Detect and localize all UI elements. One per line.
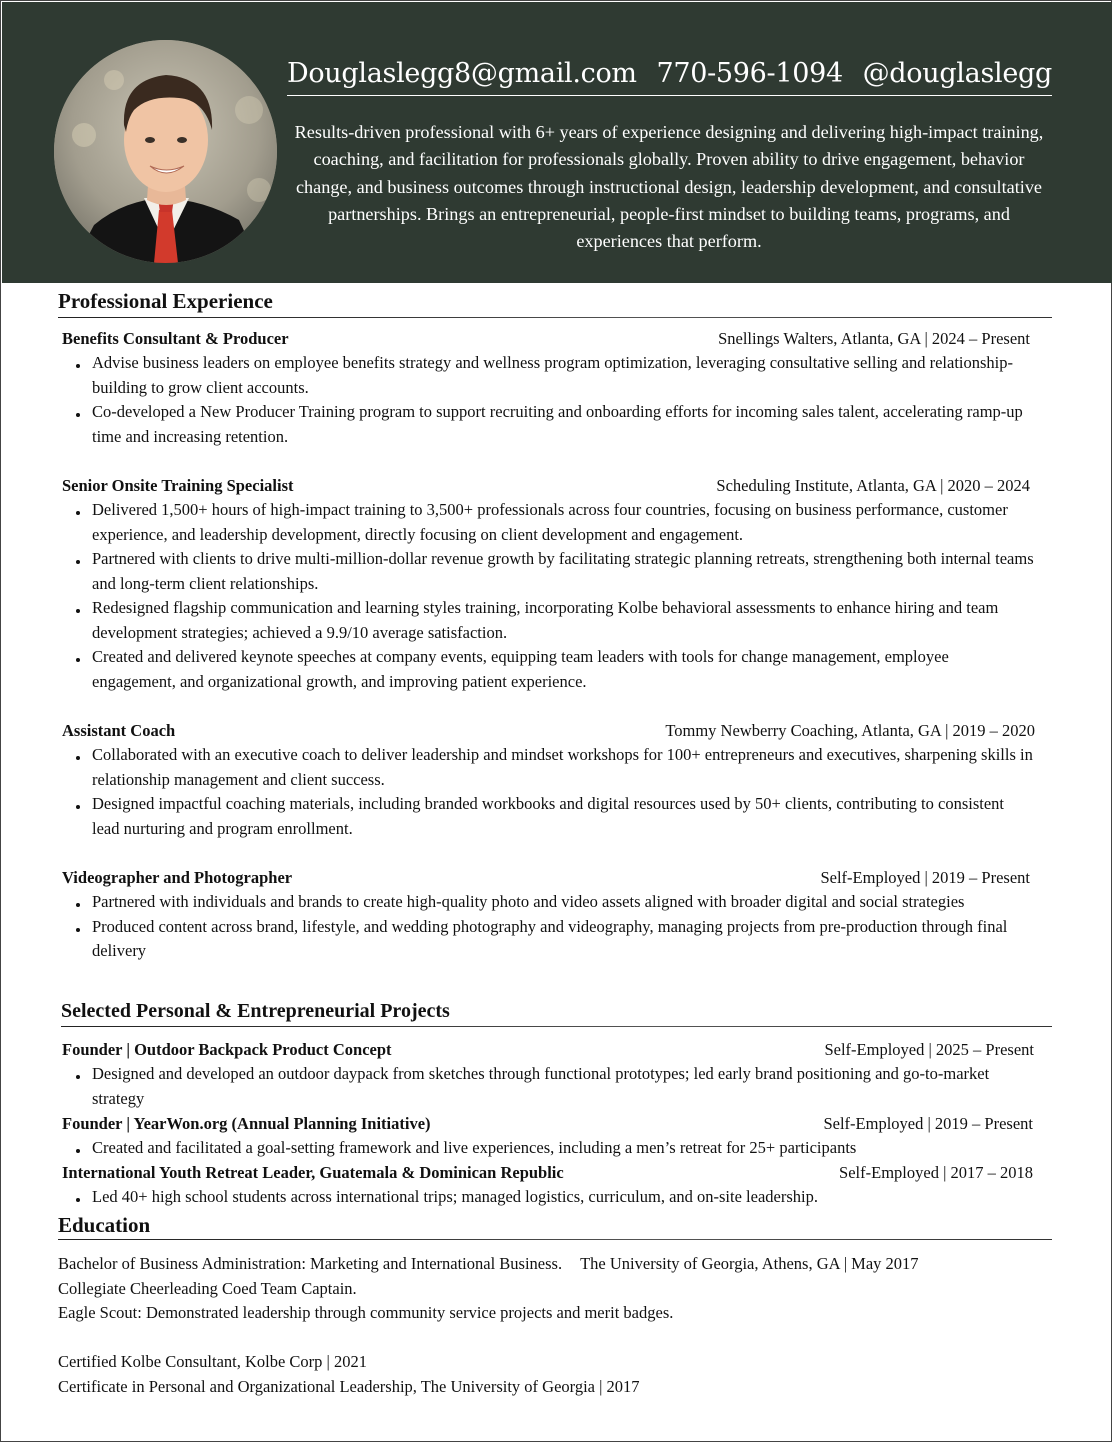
bullet-item: Produced content across brand, lifestyle, and wedding photography and videography, managing projects from pre-production through final delivery <box>62 915 1037 964</box>
degree-name: Bachelor of Business Administration: Marketing and International Business. <box>58 1254 563 1273</box>
project-title: Founder | Outdoor Backpack Product Concept <box>62 1040 392 1059</box>
job-bullets <box>62 498 1034 694</box>
job-title: Assistant Coach <box>62 721 176 740</box>
bullet-item: Redesigned flagship communication and learning styles training, incorporating Kolbe behavioral assessments to enhance hiring and team development strategies; achieved a 9.9/10 average satisfaction. <box>62 596 1034 645</box>
job-meta: Scheduling Institute, Atlanta, GA | 2020 – 2024 <box>716 476 1030 495</box>
bullet-item: Partnered with clients to drive multi-million-dollar revenue growth by facilitating strategic planning retreats, strengthening both internal teams and long-term client relationships. <box>62 547 1034 596</box>
certification: Certificate in Personal and Organizational Leadership, The University of Georgia | 2017 <box>58 1377 640 1396</box>
degree-line <box>58 1252 919 1277</box>
job-title: Senior Onsite Training Specialist <box>62 476 294 495</box>
contact-info <box>287 58 1052 96</box>
bullet-item: Designed and developed an outdoor daypack from sketches through functional prototypes; led early brand positioning and go-to-market strategy <box>62 1062 1040 1111</box>
resume-header <box>2 2 1112 283</box>
bullet-item: Co-developed a New Producer Training program to support recruiting and onboarding efforts for incoming sales talent, accelerating ramp-up time and increasing retention. <box>62 400 1032 449</box>
bullet-item: Created and facilitated a goal-setting framework and live experiences, including a men’s retreat for 25+ participants <box>62 1136 1040 1161</box>
certification: Certified Kolbe Consultant, Kolbe Corp | 2021 <box>58 1352 367 1371</box>
job-header <box>62 329 1030 349</box>
job-header <box>62 721 1035 741</box>
job-bullets <box>62 743 1034 841</box>
job-bullets <box>62 351 1032 449</box>
bullet-item: Partnered with individuals and brands to create high-quality photo and video assets aligned with broader digital and social strategies <box>62 890 1037 915</box>
project-header <box>62 1163 1033 1183</box>
bullet-item: Designed impactful coaching materials, including branded workbooks and digital resources used by 50+ clients, contributing to consistent lead nurturing and program enrollment. <box>62 792 1034 841</box>
job-header <box>62 868 1030 888</box>
project-title: International Youth Retreat Leader, Guatemala & Dominican Republic <box>62 1163 564 1182</box>
job-header <box>62 476 1030 496</box>
professional-summary: Results-driven professional with 6+ years of experience designing and delivering high-impact training, coaching, and facilitation for professionals globally. Proven ability to drive engagement, behavior change, and business outcomes through instructional design, leadership development, and consultative partnerships. Brings an entrepreneurial, people-first mindset to building teams, programs, and experiences that perform. <box>294 122 1044 252</box>
job-meta: Self-Employed | 2019 – Present <box>820 868 1030 887</box>
job-title: Videographer and Photographer <box>62 868 293 887</box>
project-title: Founder | YearWon.org (Annual Planning Initiative) <box>62 1114 431 1133</box>
section-divider <box>58 317 1052 318</box>
project-bullets <box>62 1136 1040 1161</box>
job-meta: Snellings Walters, Atlanta, GA | 2024 – Present <box>718 329 1030 348</box>
project-meta: Self-Employed | 2025 – Present <box>824 1040 1034 1059</box>
bullet-item: Delivered 1,500+ hours of high-impact training to 3,500+ professionals across four countries, focusing on business performance, customer experience, and leadership development, directly focusing on client development and engagement. <box>62 498 1034 547</box>
social-handle[interactable]: @douglaslegg <box>862 58 1052 89</box>
project-meta: Self-Employed | 2017 – 2018 <box>839 1163 1033 1182</box>
job-meta: Tommy Newberry Coaching, Atlanta, GA | 2019 – 2020 <box>665 721 1035 740</box>
project-header <box>62 1040 1034 1060</box>
section-divider <box>58 1239 1052 1240</box>
school-name: The University of Georgia, Athens, GA | May 2017 <box>580 1254 919 1273</box>
project-header <box>62 1114 1033 1134</box>
phone-number[interactable]: 770-596-1094 <box>656 58 843 89</box>
section-title-education: Education <box>58 1213 151 1237</box>
education-detail: Collegiate Cheerleading Coed Team Captain. <box>58 1279 357 1298</box>
education-detail: Eagle Scout: Demonstrated leadership through community service projects and merit badges. <box>58 1303 674 1322</box>
bullet-item: Created and delivered keynote speeches at company events, equipping team leaders with tools for change management, employee engagement, and organizational growth, and improving patient experience. <box>62 645 1034 694</box>
headshot-photo <box>54 40 277 263</box>
bullet-item: Advise business leaders on employee benefits strategy and wellness program optimization, leveraging consultative selling and relationship-building to grow client accounts. <box>62 351 1032 400</box>
bullet-item: Collaborated with an executive coach to deliver leadership and mindset workshops for 100+ entrepreneurs and executives, sharpening skills in relationship management and client success. <box>62 743 1034 792</box>
section-title-experience: Professional Experience <box>58 289 273 313</box>
bullet-item: Led 40+ high school students across international trips; managed logistics, curriculum, and on-site leadership. <box>62 1185 1040 1210</box>
job-title: Benefits Consultant & Producer <box>62 329 289 348</box>
project-meta: Self-Employed | 2019 – Present <box>823 1114 1033 1133</box>
project-bullets <box>62 1185 1040 1210</box>
job-bullets <box>62 890 1037 964</box>
email-link[interactable]: Douglaslegg8@gmail.com <box>287 58 637 89</box>
person-portrait-icon <box>54 40 277 263</box>
project-bullets <box>62 1062 1040 1111</box>
section-title-projects: Selected Personal & Entrepreneurial Projects <box>61 1000 450 1022</box>
section-divider <box>61 1026 1052 1027</box>
